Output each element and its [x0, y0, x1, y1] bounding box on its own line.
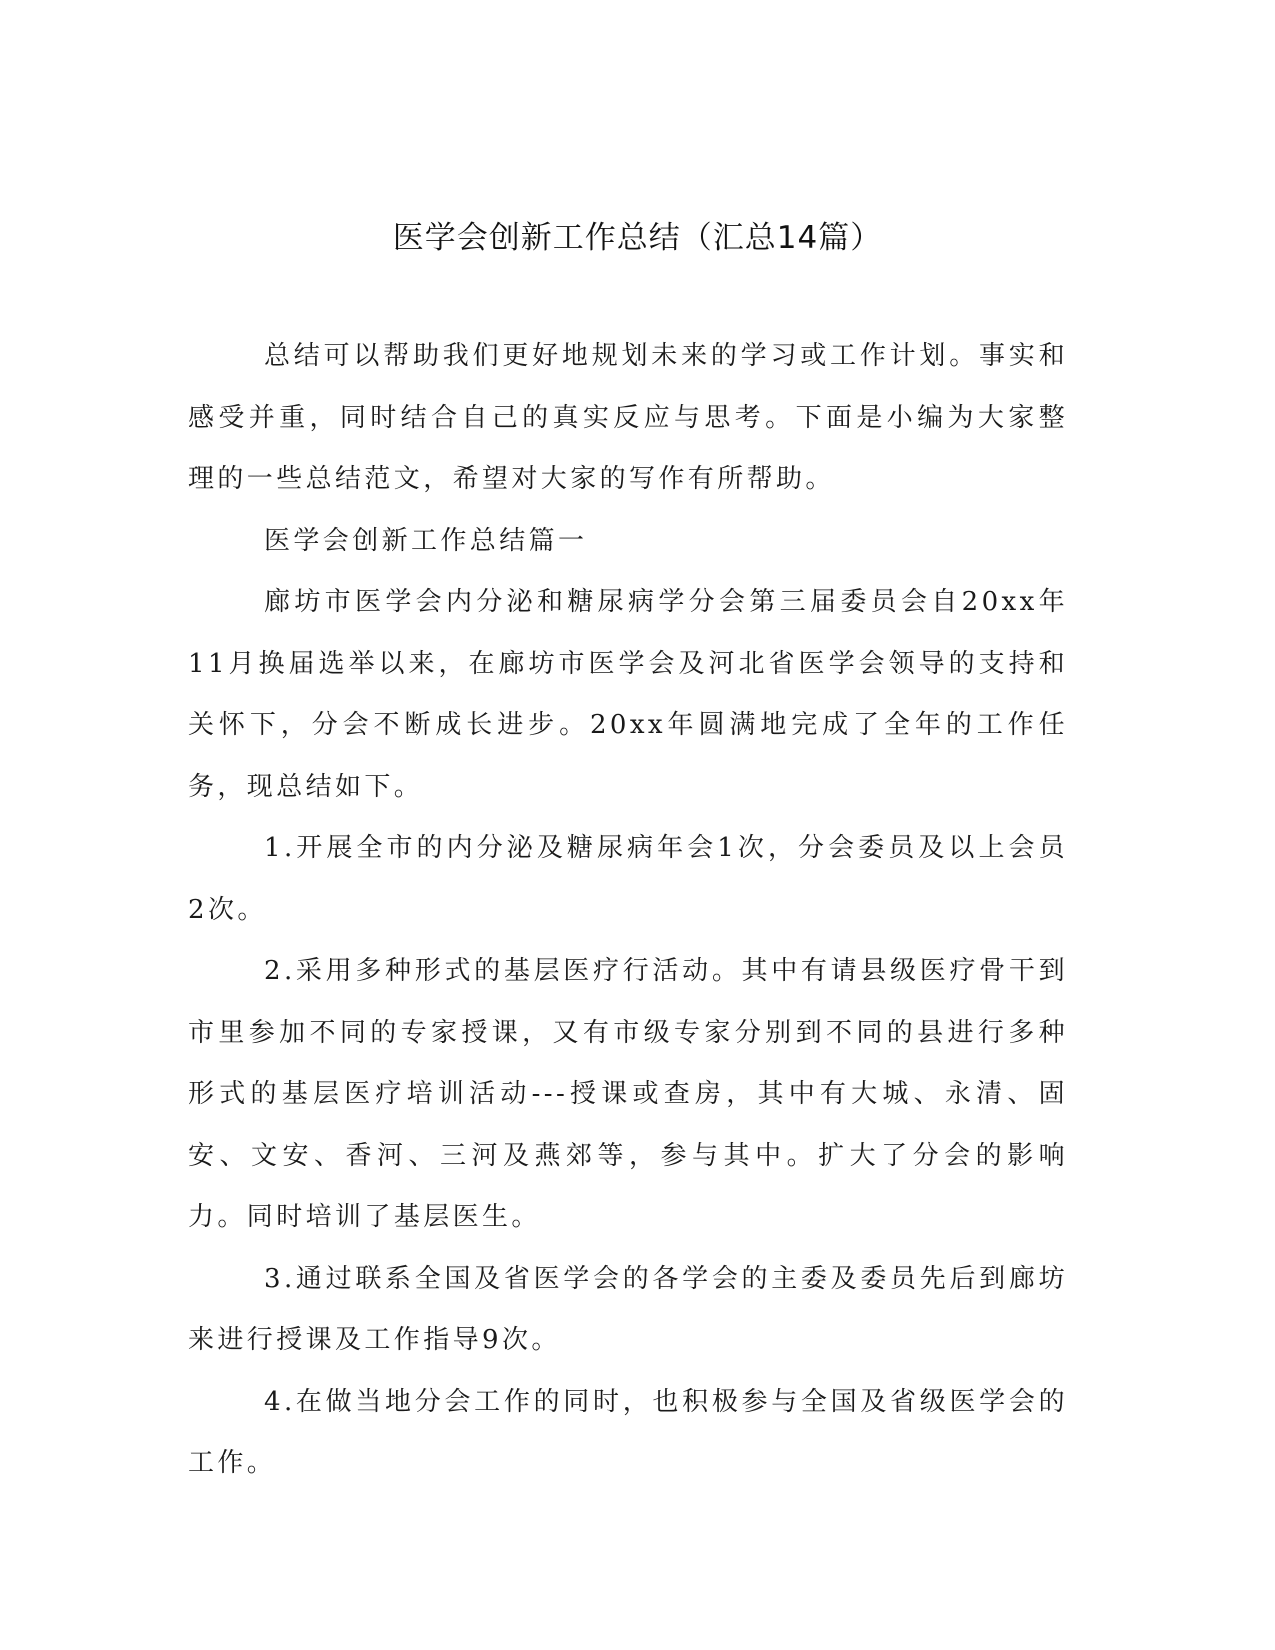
section-heading: 医学会创新工作总结篇一	[264, 525, 588, 556]
list-item-1: 1.开展全市的内分泌及糖尿病年会1次，分会委员及以上会员2次。	[188, 833, 1068, 925]
intro-paragraph: 总结可以帮助我们更好地规划未来的学习或工作计划。事实和感受并重，同时结合自己的真实反应与思考。下面是小编为大家整理的一些总结范文，希望对大家的写作有所帮助。	[188, 341, 1068, 494]
document-body	[188, 326, 1068, 1495]
list-item-4: 4.在做当地分会工作的同时，也积极参与全国及省级医学会的工作。	[188, 1386, 1068, 1478]
body-paragraph: 廊坊市医学会内分泌和糖尿病学分会第三届委员会自20xx年11月换届选举以来，在廊坊市医学会及河北省医学会领导的支持和关怀下，分会不断成长进步。20xx年圆满地完成了全年的工作任务，现总结如下。	[188, 587, 1068, 802]
document-title: 医学会创新工作总结（汇总14篇）	[392, 220, 883, 256]
list-item-3: 3.通过联系全国及省医学会的各学会的主委及委员先后到廊坊来进行授课及工作指导9次。	[188, 1263, 1068, 1355]
list-item-2: 2.采用多种形式的基层医疗行活动。其中有请县级医疗骨干到市里参加不同的专家授课，又有市级专家分别到不同的县进行多种形式的基层医疗培训活动---授课或查房，其中有大城、永清、固安、文安、香河、三河及燕郊等，参与其中。扩大了分会的影响力。同时培训了基层医生。	[188, 956, 1068, 1232]
